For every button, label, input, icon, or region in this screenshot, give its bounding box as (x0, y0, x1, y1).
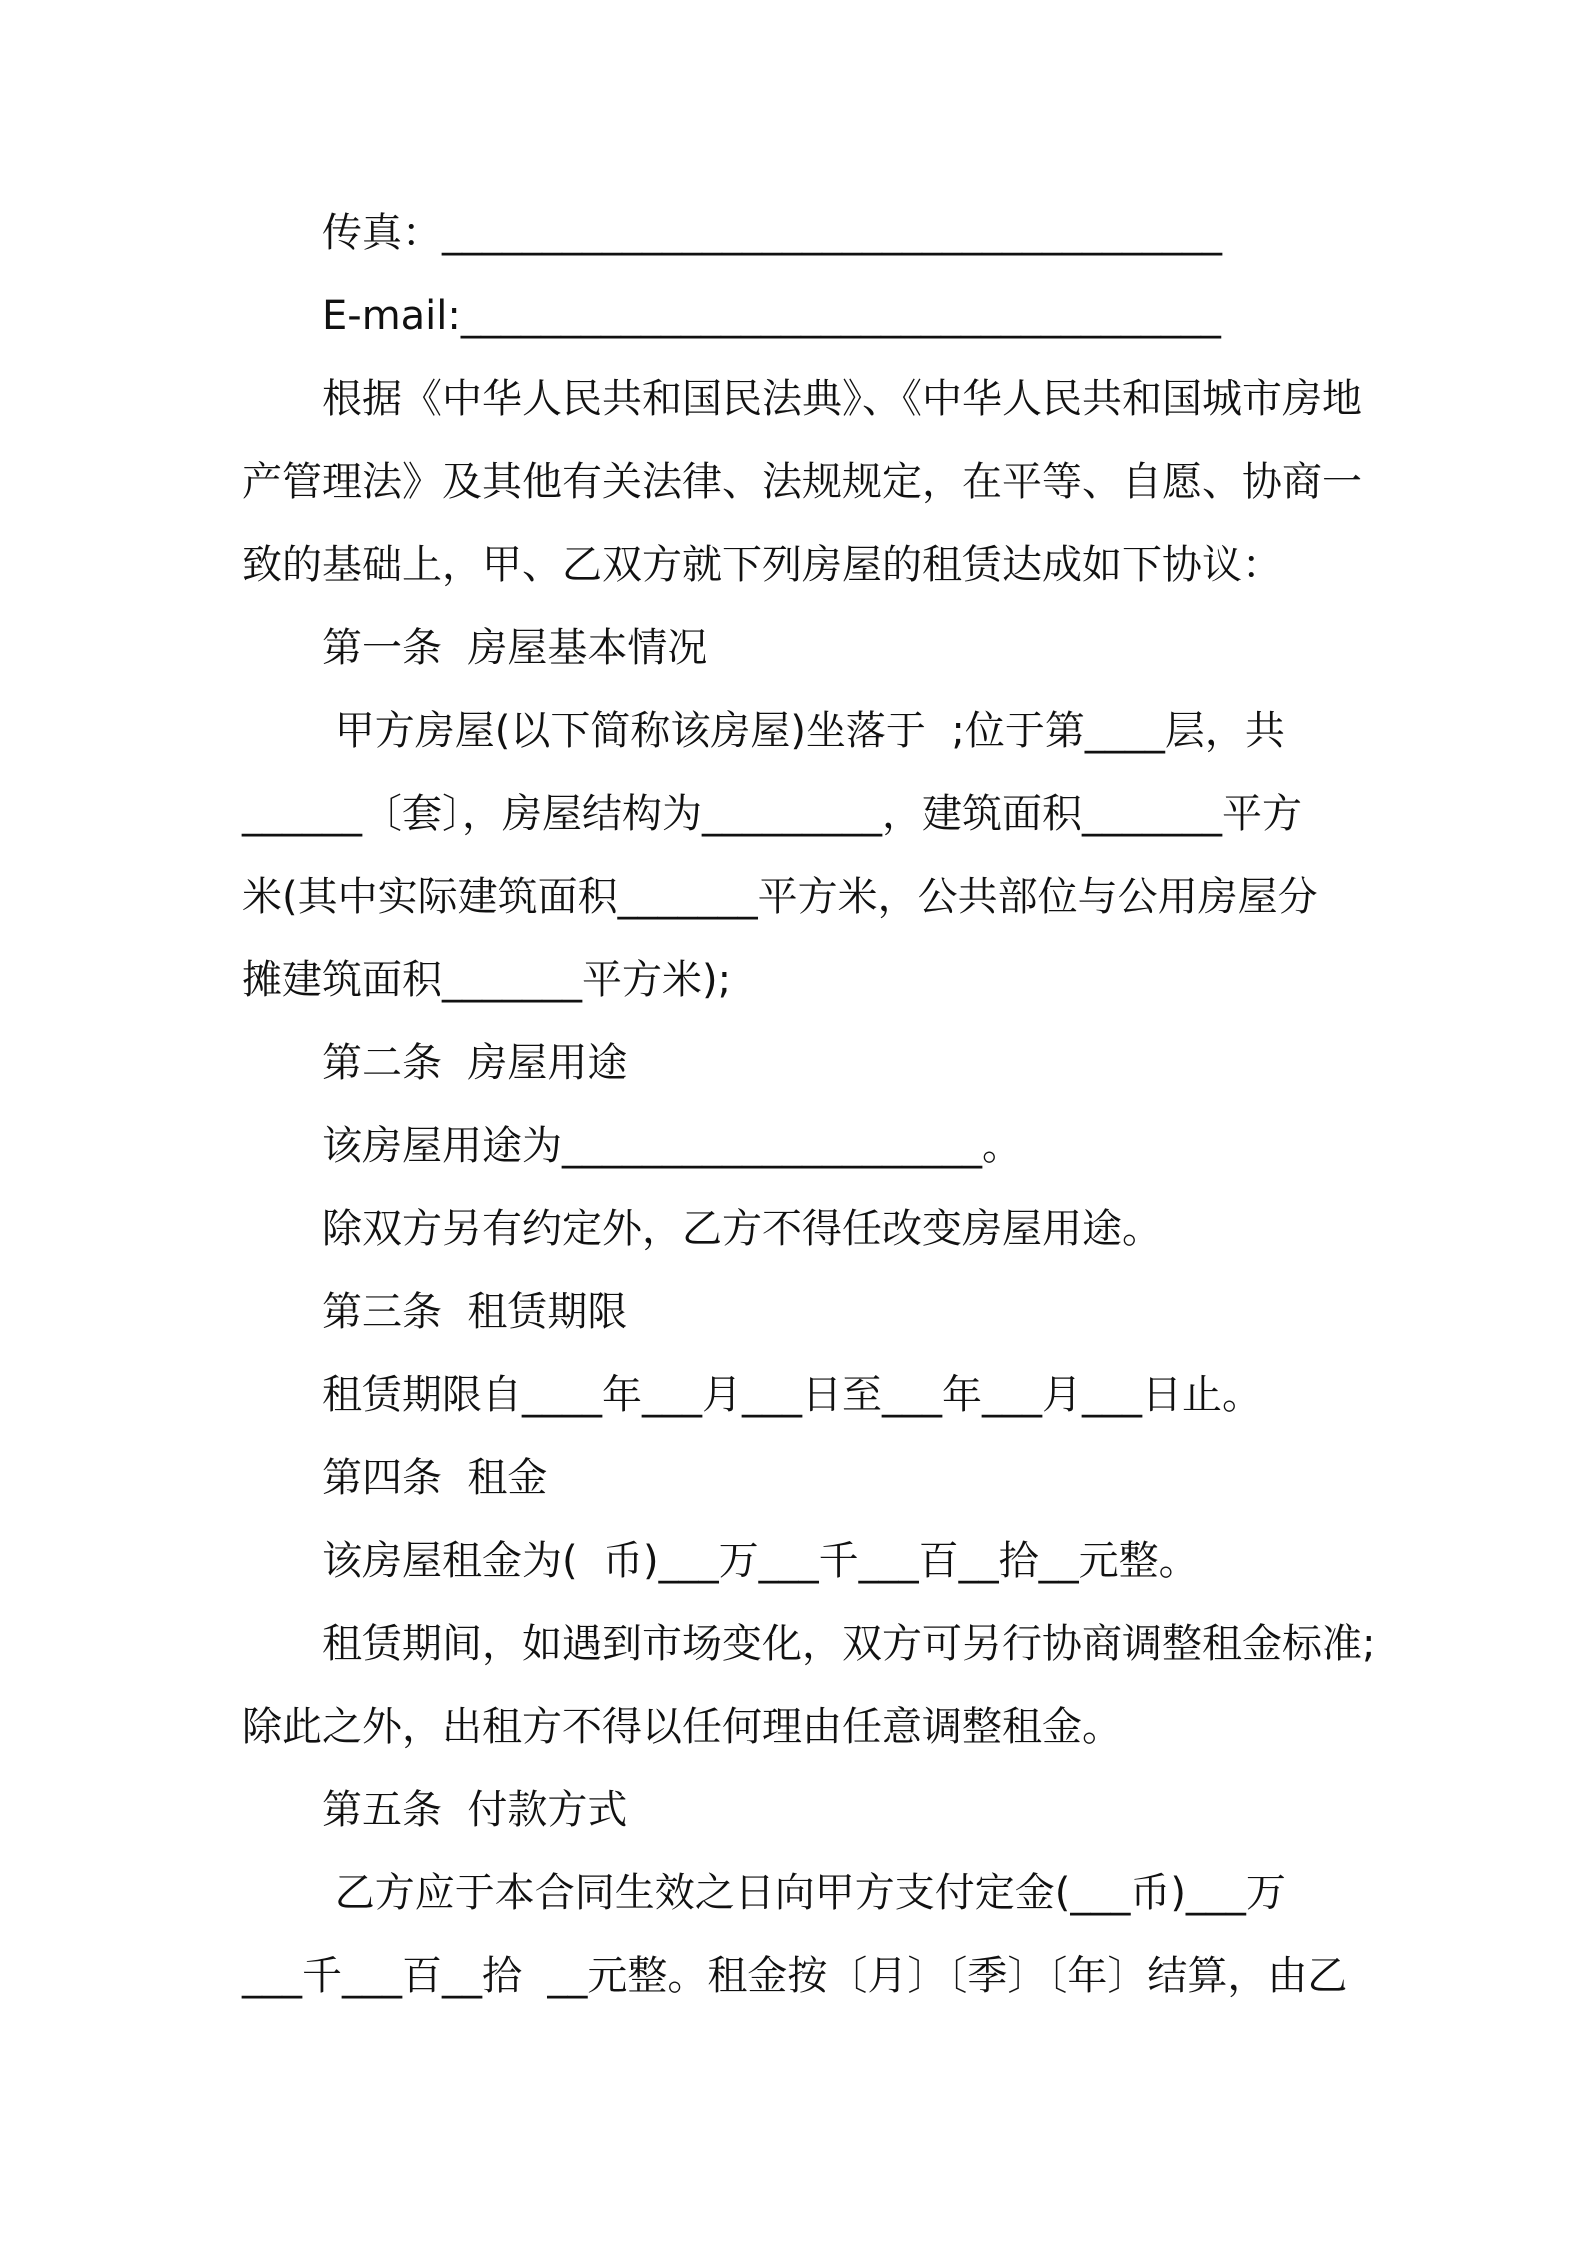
contract-body (242, 192, 1376, 2018)
article-1-line-4: 摊建筑面积_______平方米); (242, 957, 732, 1003)
preamble-line-1: 根据《中华人民共和国民法典》、《中华人民共和国城市房地 (322, 376, 1362, 422)
article-4-line-3: 除此之外，出租方不得以任何理由任意调整租金。 (242, 1704, 1122, 1750)
article-3-line-1: 租赁期限自____年___月___日至___年___月___日止。 (322, 1372, 1262, 1418)
fax-line: 传真：_______________________________________ (322, 210, 1222, 256)
article-4-heading: 第四条 租金 (322, 1455, 548, 1501)
article-5-line-1: 乙方应于本合同生效之日向甲方支付定金(___币)___万 (322, 1870, 1286, 1916)
article-1-line-2: ______〔套〕，房屋结构为_________，建筑面积_______平方 (242, 791, 1302, 837)
article-5-line-2: ___千___百__拾 __元整。租金按〔月〕〔季〕〔年〕结算，由乙 (242, 1953, 1348, 1999)
article-3-heading: 第三条 租赁期限 (322, 1289, 628, 1335)
article-4-line-1: 该房屋租金为( 币)___万___千___百__拾__元整。 (322, 1538, 1199, 1584)
article-2-line-1: 该房屋用途为_____________________。 (322, 1123, 1022, 1169)
article-1-line-3: 米(其中实际建筑面积_______平方米，公共部位与公用房屋分 (242, 874, 1318, 920)
article-5-heading: 第五条 付款方式 (322, 1787, 628, 1833)
preamble-line-2: 产管理法》及其他有关法律、法规规定，在平等、自愿、协商一 (242, 459, 1362, 505)
article-4-line-2: 租赁期间，如遇到市场变化，双方可另行协商调整租金标准; (322, 1621, 1376, 1667)
article-2-line-2: 除双方另有约定外，乙方不得任改变房屋用途。 (322, 1206, 1162, 1252)
article-2-heading: 第二条 房屋用途 (322, 1040, 628, 1086)
article-1-heading: 第一条 房屋基本情况 (322, 625, 708, 671)
article-1-line-1: 甲方房屋(以下简称该房屋)坐落于 ;位于第____层，共 (322, 708, 1285, 754)
email-line: E-mail:______________________________________ (322, 293, 1221, 339)
preamble-line-3: 致的基础上，甲、乙双方就下列房屋的租赁达成如下协议： (242, 542, 1282, 588)
